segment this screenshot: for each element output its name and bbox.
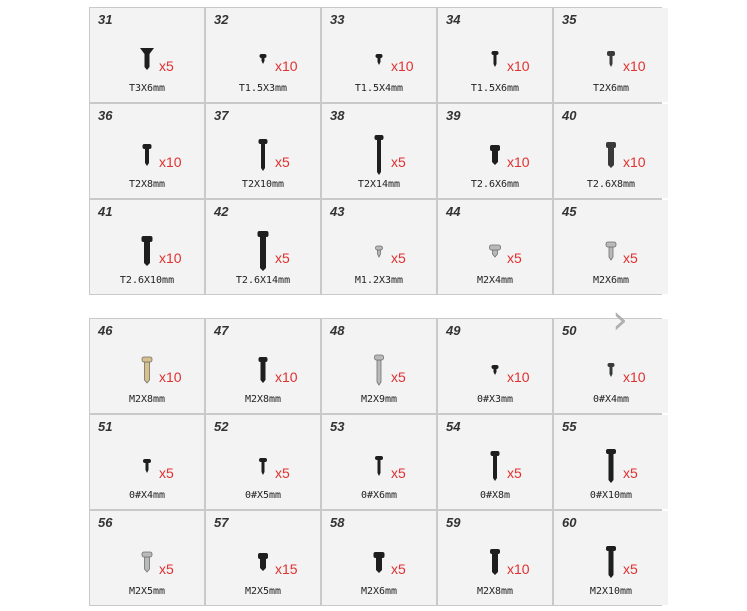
part-size: 0#X4mm (592, 394, 630, 405)
part-number: 52 (214, 419, 229, 434)
part-size: 0#X5mm (244, 490, 282, 501)
part-number: 36 (98, 108, 113, 123)
screw-icon (369, 551, 389, 574)
part-number: 38 (330, 108, 345, 123)
part-quantity: x10 (623, 154, 646, 170)
screw-icon (137, 235, 157, 267)
screw-icon (485, 50, 505, 68)
part-quantity: x10 (623, 58, 646, 74)
part-cell (206, 200, 320, 294)
part-cell (322, 511, 436, 605)
part-size: M2X5mm (128, 586, 166, 597)
screw-icon (253, 356, 273, 384)
part-quantity: x5 (275, 154, 290, 170)
part-number: 53 (330, 419, 345, 434)
part-number: 35 (562, 12, 577, 27)
part-size: M2X6mm (592, 275, 630, 286)
part-quantity: x5 (623, 561, 638, 577)
part-size: 0#X3mm (476, 394, 514, 405)
part-quantity: x10 (159, 250, 182, 266)
part-cell (554, 8, 668, 102)
part-size: T2.6X8mm (586, 179, 636, 190)
screw-icon (485, 244, 505, 258)
part-cell (206, 104, 320, 198)
screw-icon (601, 545, 621, 579)
part-size: T1.5X6mm (470, 83, 520, 94)
part-cell (438, 8, 552, 102)
screw-icon (369, 455, 389, 477)
flat-head-screw-icon (137, 47, 157, 71)
part-size: M2X5mm (244, 586, 282, 597)
part-number: 51 (98, 419, 113, 434)
part-number: 57 (214, 515, 229, 530)
part-cell (554, 511, 668, 605)
part-quantity: x10 (507, 369, 530, 385)
part-quantity: x10 (623, 369, 646, 385)
part-cell (90, 8, 204, 102)
part-number: 47 (214, 323, 229, 338)
part-size: M2X8mm (244, 394, 282, 405)
part-cell (90, 104, 204, 198)
screw-icon (601, 141, 621, 169)
part-cell (90, 511, 204, 605)
part-quantity: x10 (507, 154, 530, 170)
part-size: T2X10mm (241, 179, 285, 190)
part-number: 39 (446, 108, 461, 123)
part-number: 31 (98, 12, 113, 27)
part-number: 58 (330, 515, 345, 530)
part-size: M2X8mm (476, 586, 514, 597)
part-quantity: x10 (507, 561, 530, 577)
screw-icon (253, 53, 273, 65)
part-quantity: x5 (391, 154, 406, 170)
part-cell (322, 319, 436, 413)
part-size: 0#X4mm (128, 490, 166, 501)
part-number: 54 (446, 419, 461, 434)
screw-icon (369, 134, 389, 176)
screw-icon (485, 450, 505, 482)
screw-icon (137, 143, 157, 167)
part-number: 44 (446, 204, 461, 219)
part-quantity: x5 (159, 58, 174, 74)
part-cell (322, 415, 436, 509)
part-quantity: x5 (623, 250, 638, 266)
part-quantity: x10 (159, 154, 182, 170)
part-number: 32 (214, 12, 229, 27)
part-size: M2X4mm (476, 275, 514, 286)
screw-grid-top (89, 7, 662, 295)
part-cell (90, 415, 204, 509)
part-cell (554, 319, 668, 413)
part-size: T2X6mm (592, 83, 630, 94)
part-size: M2X6mm (360, 586, 398, 597)
screw-grid-bottom (89, 318, 662, 606)
part-quantity: x10 (275, 58, 298, 74)
part-cell (554, 200, 668, 294)
part-number: 48 (330, 323, 345, 338)
part-cell (438, 511, 552, 605)
part-size: M2X8mm (128, 394, 166, 405)
part-number: 45 (562, 204, 577, 219)
part-number: 59 (446, 515, 461, 530)
part-number: 50 (562, 323, 577, 338)
part-quantity: x5 (159, 561, 174, 577)
screw-icon (485, 364, 505, 376)
part-quantity: x5 (159, 465, 174, 481)
part-number: 56 (98, 515, 113, 530)
part-cell (438, 319, 552, 413)
part-number: 42 (214, 204, 229, 219)
part-size: M1.2X3mm (354, 275, 404, 286)
part-size: T2.6X14mm (235, 275, 291, 286)
part-cell (438, 104, 552, 198)
part-quantity: x5 (507, 465, 522, 481)
part-number: 41 (98, 204, 113, 219)
part-number: 37 (214, 108, 229, 123)
screw-icon (369, 245, 389, 258)
part-cell (322, 104, 436, 198)
screw-icon (601, 448, 621, 484)
part-size: T2X14mm (357, 179, 401, 190)
screw-icon (253, 457, 273, 476)
screw-icon (253, 552, 273, 572)
part-number: 55 (562, 419, 577, 434)
part-size: T1.5X3mm (238, 83, 288, 94)
screw-icon (253, 138, 273, 172)
part-quantity: x10 (159, 369, 182, 385)
part-number: 33 (330, 12, 345, 27)
part-size: T1.5X4mm (354, 83, 404, 94)
screw-icon (137, 356, 157, 384)
part-size: T2X8mm (128, 179, 166, 190)
part-number: 43 (330, 204, 345, 219)
part-quantity: x5 (391, 561, 406, 577)
part-quantity: x10 (391, 58, 414, 74)
part-size: 0#X10mm (589, 490, 633, 501)
part-quantity: x10 (275, 369, 298, 385)
part-size: T2.6X6mm (470, 179, 520, 190)
part-size: M2X10mm (589, 586, 633, 597)
part-quantity: x5 (275, 250, 290, 266)
part-size: 0#X6mm (360, 490, 398, 501)
part-quantity: x5 (275, 465, 290, 481)
part-size: 0#X8m (479, 490, 511, 501)
part-size: T3X6mm (128, 83, 166, 94)
screw-icon (601, 50, 621, 68)
part-cell (438, 200, 552, 294)
part-quantity: x5 (391, 465, 406, 481)
part-cell (90, 200, 204, 294)
part-cell (438, 415, 552, 509)
shoulder-screw-icon (485, 548, 505, 576)
part-cell (206, 415, 320, 509)
screw-icon (369, 354, 389, 386)
part-quantity: x5 (391, 250, 406, 266)
part-quantity: x15 (275, 561, 298, 577)
part-quantity: x5 (507, 250, 522, 266)
chevron-right-icon[interactable]: › (612, 297, 628, 343)
screw-icon (601, 362, 621, 378)
screw-icon (253, 230, 273, 272)
part-cell (206, 511, 320, 605)
part-cell (554, 104, 668, 198)
screw-icon (137, 551, 157, 573)
part-cell (554, 415, 668, 509)
part-size: M2X9mm (360, 394, 398, 405)
part-number: 40 (562, 108, 577, 123)
screw-icon (369, 53, 389, 66)
part-number: 60 (562, 515, 577, 530)
part-quantity: x5 (623, 465, 638, 481)
part-number: 49 (446, 323, 461, 338)
part-cell (206, 319, 320, 413)
part-cell (206, 8, 320, 102)
part-size: T2.6X10mm (119, 275, 175, 286)
part-number: 46 (98, 323, 113, 338)
screw-icon (601, 241, 621, 261)
part-number: 34 (446, 12, 461, 27)
part-cell (322, 8, 436, 102)
part-quantity: x10 (507, 58, 530, 74)
screw-icon (485, 144, 505, 166)
part-cell (90, 319, 204, 413)
part-cell (322, 200, 436, 294)
screw-icon (137, 458, 157, 474)
part-quantity: x5 (391, 369, 406, 385)
